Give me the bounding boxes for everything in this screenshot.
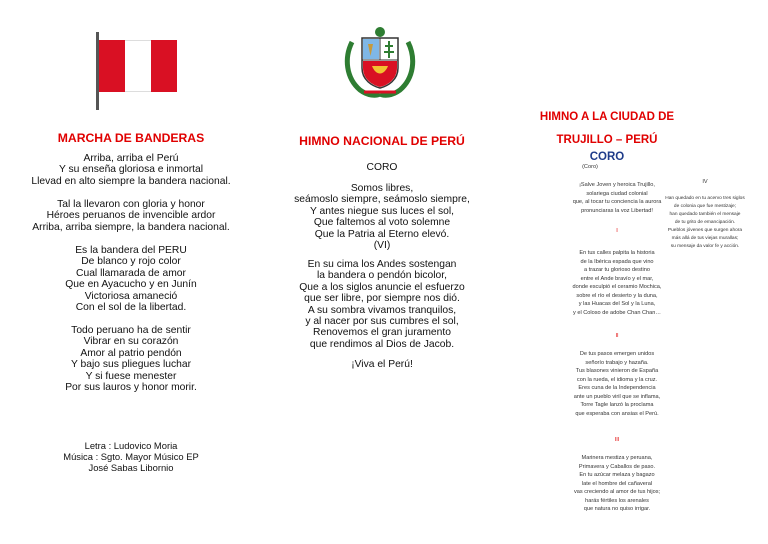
- trujillo-title-line-1: HIMNO A LA CIUDAD DE: [539, 111, 675, 123]
- verse-line: Cual llamarada de amor: [76, 267, 186, 279]
- verse-line: señorío trabajo y hazaña.: [585, 359, 649, 366]
- verse-line: late el hombre del cañaveral: [581, 480, 653, 487]
- trujillo-stanza-3: [502, 454, 732, 514]
- peru-flag-image: [96, 32, 182, 110]
- verse-line: (VI): [373, 240, 391, 252]
- verse-line: Por sus lauros y honor morir.: [65, 382, 197, 394]
- verse-line: En tu azúcar melaza y bagazo: [579, 472, 655, 478]
- marcha-credits: [0, 440, 262, 473]
- verse-line: Primavera y Caballos de paso.: [578, 463, 656, 470]
- verse-line: De blanco y rojo color: [81, 256, 181, 268]
- verse-line: seámoslo siempre, seámoslo siempre,: [294, 194, 470, 206]
- stanza-number-2: II: [615, 333, 619, 339]
- himno-nacional-title: HIMNO NACIONAL DE PERÚ: [299, 134, 465, 148]
- verse-line: y el Coloso de adobe Chan Chan…: [572, 309, 661, 316]
- verse-line: Arriba, arriba el Perú: [83, 153, 179, 164]
- verse-line: Victoriosa amaneció: [84, 290, 178, 302]
- verse-line: Han quedado en tu acervo tres siglos: [665, 196, 745, 201]
- verse-line: Somos libres,: [350, 183, 414, 194]
- verse-line: más allá de tus viejas murallas;: [671, 236, 739, 241]
- verse-line: Todo peruano ha de sentir: [71, 325, 191, 336]
- himno-stanza-1: [262, 183, 502, 251]
- verse-line: han quedado también el mensaje: [669, 212, 741, 217]
- marcha-stanza-1: [0, 153, 262, 187]
- verse-line: de la Ibérica espada que vino: [580, 258, 654, 265]
- verse-line: vas creciendo al amor de tus hijos;: [573, 489, 661, 495]
- verse-line: donde esculpió el ceramio Mochica,: [572, 284, 662, 290]
- verse-line: con la rueda, el idioma y la cruz.: [576, 376, 658, 383]
- verse-line: entre el Ande bravío y el mar,: [580, 275, 654, 282]
- trujillo-stanza-2: [502, 350, 732, 418]
- marcha-stanza-3: [0, 245, 262, 313]
- verse-line: A su sombra vivamos tranquilos,: [307, 304, 457, 316]
- himno-stanza-2: [262, 259, 502, 350]
- verse-line: Que a los siglos anuncie el esfuerzo: [299, 281, 465, 293]
- verse-line: En tus calles palpita la historia: [579, 250, 655, 256]
- verse-line: pronunciaras la voz Libertad!: [581, 207, 653, 214]
- verse-line: De tus pasos emergen unidos: [579, 351, 655, 357]
- verse-line: Tus blasones vinieron de España: [575, 368, 659, 374]
- verse-line: de tu grito de emancipación.: [674, 220, 736, 225]
- verse-line: Y antes niegue sus luces el sol,: [309, 205, 455, 217]
- verse-line: que natura no quiso irrigar.: [583, 506, 651, 512]
- verse-line: Que en Ayacucho y en Junín: [65, 279, 197, 291]
- coro-sublabel: (Coro): [582, 164, 598, 170]
- verse-line: Torre Tagle lanzó la proclama: [580, 402, 654, 408]
- verse-line: Con el sol de la libertad.: [75, 302, 187, 314]
- verse-line: de colonia que fue mestizaje;: [673, 204, 737, 209]
- verse-line: Eres cuna de la Independencia: [578, 385, 656, 391]
- verse-line: que esperaba con ansias el Perú.: [575, 410, 659, 417]
- verse-line: y al nacer por sus cumbres el sol,: [305, 316, 459, 328]
- marcha-title: MARCHA DE BANDERAS: [57, 131, 205, 145]
- stanza-number-1: I: [616, 228, 618, 234]
- verse-line: Marinera mestiza y peruana,: [581, 455, 653, 461]
- verse-line: ante un pueblo viril que se inflama,: [573, 393, 661, 400]
- verse-line: Tal la llevaron con gloria y honor: [57, 199, 205, 210]
- trujillo-title-line-2: TRUJILLO – PERÚ: [556, 134, 658, 146]
- verse-line: la bandera o pendón bicolor,: [317, 270, 447, 282]
- verse-line: harás fértiles los arenales: [585, 497, 649, 504]
- verse-line: En su cima los Andes sostengan: [307, 259, 457, 270]
- verse-line: Llevad en alto siempre la bandera nacional.: [31, 175, 231, 187]
- verse-line: Renovemos el gran juramento: [313, 327, 451, 339]
- verse-line: Pueblos jóvenes que surgen ahora: [667, 228, 743, 233]
- verse-line: y las Huacas del Sol y la Luna,: [578, 301, 656, 307]
- viva-el-peru: ¡Viva el Perú!: [351, 359, 413, 370]
- verse-line: Amor al patrio pendón: [80, 347, 182, 359]
- credit-line: José Sabas Libornio: [88, 462, 174, 473]
- verse-line: solariega ciudad colonial: [586, 190, 648, 197]
- marcha-stanza-2: [0, 199, 262, 233]
- verse-line: Y si fuese menester: [85, 370, 177, 382]
- trujillo-stanza-4: [650, 195, 760, 251]
- stanza-number-3: III: [614, 437, 620, 443]
- verse-line: sobre el río el desierto y la duna,: [576, 292, 658, 299]
- coat-of-arms-icon: [342, 24, 418, 100]
- verse-line: Que la Patria al Eterno elevó.: [314, 228, 450, 240]
- flag-cloth: [99, 40, 177, 92]
- verse-line: Y bajo sus pliegues luchar: [70, 359, 192, 371]
- verse-line: su mensaje da valor fe y acción.: [670, 244, 740, 249]
- credit-line: Letra : Ludovico Moria: [84, 440, 178, 451]
- verse-line: Que faltemos al voto solemne: [313, 217, 451, 229]
- verse-line: que rendimos al Dios de Jacob.: [309, 338, 455, 350]
- verse-line: Arriba, arriba siempre, la bandera nacional.: [32, 221, 230, 233]
- verse-line: ¡Salve Joven y heroica Trujillo,: [579, 182, 655, 188]
- verse-line: Y su enseña gloriosa e inmortal: [58, 164, 204, 176]
- marcha-stanza-4: [0, 325, 262, 393]
- coro-label: CORO: [366, 162, 398, 173]
- trujillo-stanza-1: [502, 249, 732, 317]
- verse-line: que ser libre, por siempre nos dió.: [304, 293, 460, 305]
- verse-line: Es la bandera del PERU: [75, 245, 187, 256]
- verse-line: Héroes peruanos de invencible ardor: [46, 210, 216, 222]
- trujillo-coro-heading: CORO: [589, 151, 625, 163]
- stanza-number-4: IV: [702, 179, 708, 185]
- credit-line: Música : Sgto. Mayor Músico EP: [63, 451, 199, 462]
- verse-line: a trazar tu glorioso destino: [584, 267, 650, 273]
- verse-line: Vibrar en su corazón: [83, 336, 179, 348]
- verse-line: que, al tocar tu conciencia la aurora: [572, 199, 662, 205]
